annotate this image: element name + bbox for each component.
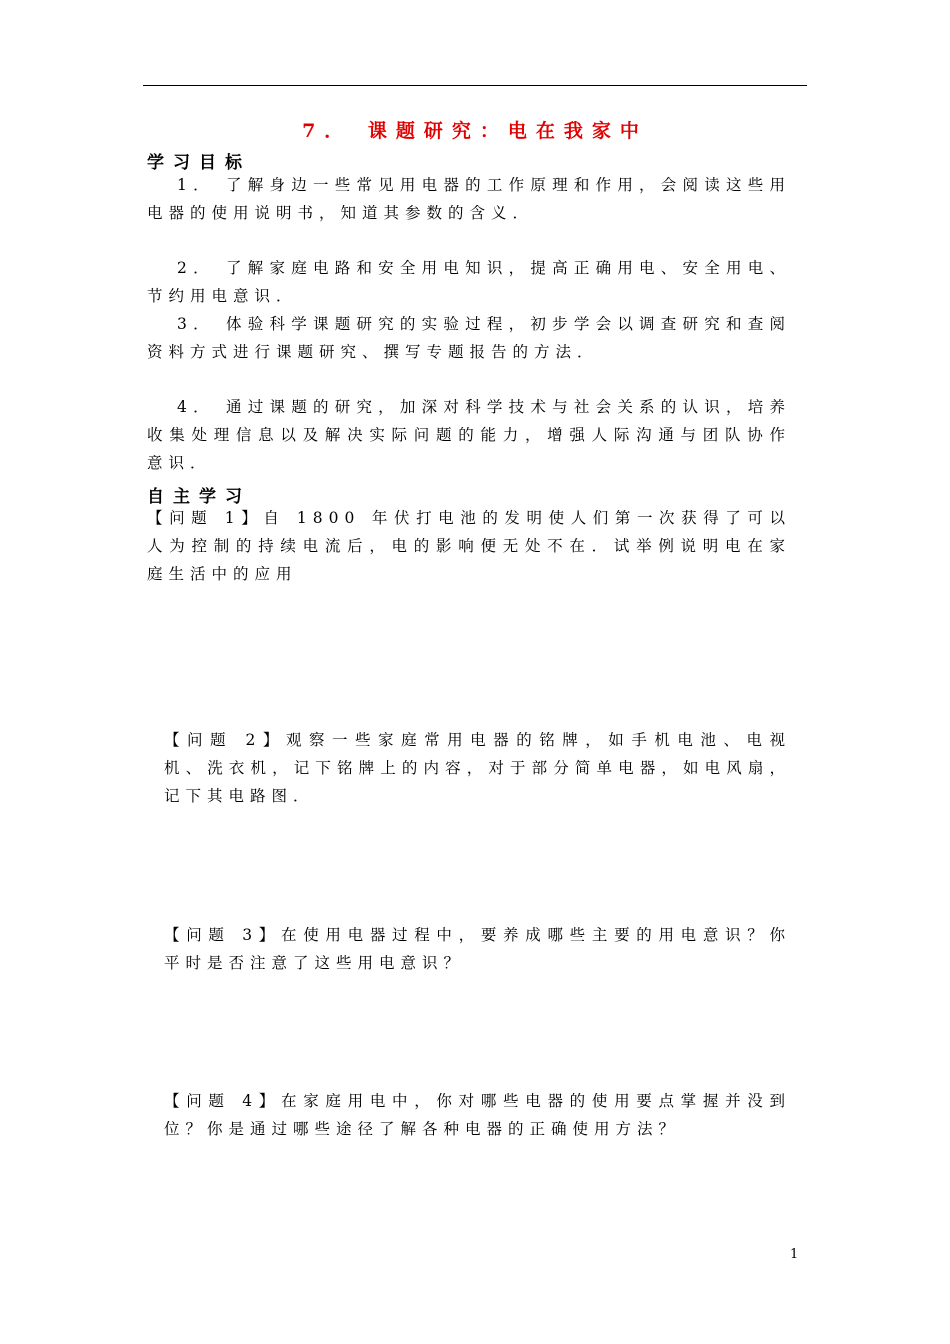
objective-item: 3． 体验科学课题研究的实验过程，初步学会以调查研究和查阅资料方式进行课题研究、撰写专题报告的方法． <box>147 315 791 361</box>
section-heading-self-study: 自主学习 <box>147 487 251 507</box>
question-4: 【问题 4】在家庭用电中，你对哪些电器的使用要点掌握并没到位？你是通过哪些途径了解各种电器的正确使用方法？ <box>164 1092 791 1138</box>
objective-item: 2． 了解家庭电路和安全用电知识，提高正确用电、安全用电、节约用电意识． <box>147 259 791 305</box>
objective-item: 4． 通过课题的研究，加深对科学技术与社会关系的认识，培养收集处理信息以及解决实际问题的能力，增强人际沟通与团队协作意识． <box>147 398 791 472</box>
page-number: 1 <box>790 1247 799 1262</box>
header-rule <box>143 85 807 86</box>
document-title: 7． 课题研究：电在我家中 <box>302 120 648 142</box>
question-1: 【问题 1】自 1800 年伏打电池的发明使人们第一次获得了可以人为控制的持续电流后，电的影响便无处不在．试举例说明电在家庭生活中的应用 <box>147 509 791 583</box>
section-heading-objectives: 学习目标 <box>147 153 251 173</box>
objective-item: 1． 了解身边一些常见用电器的工作原理和作用，会阅读这些用电器的使用说明书，知道其参数的含义． <box>147 176 791 222</box>
question-3: 【问题 3】在使用电器过程中，要养成哪些主要的用电意识？你平时是否注意了这些用电意识？ <box>164 926 791 972</box>
question-2: 【问题 2】观察一些家庭常用电器的铭牌，如手机电池、电视机、洗衣机，记下铭牌上的内容，对于部分简单电器，如电风扇，记下其电路图． <box>164 731 791 805</box>
